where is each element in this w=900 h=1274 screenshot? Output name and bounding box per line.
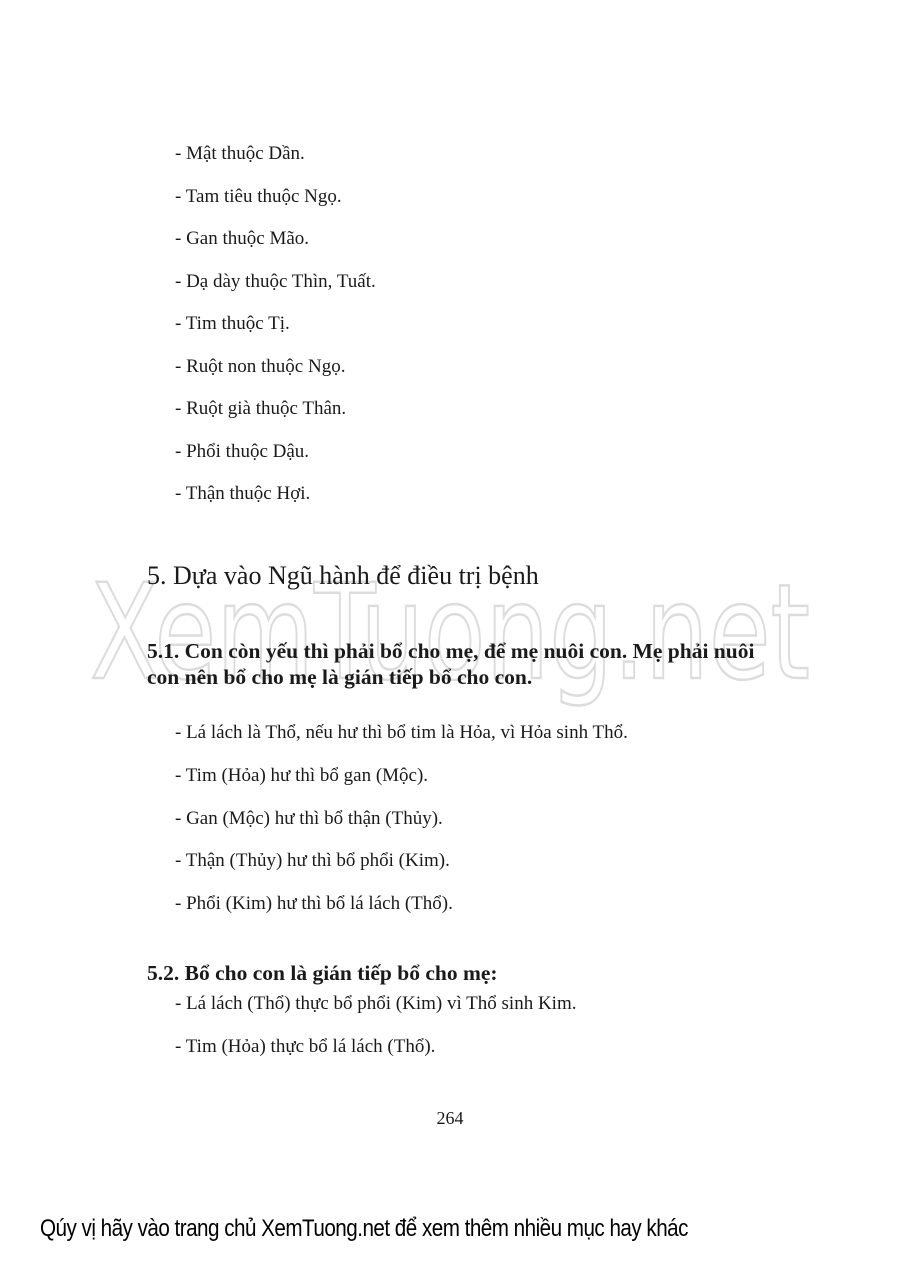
list-item: - Tim (Hỏa) thực bổ lá lách (Thổ).: [175, 1036, 436, 1057]
list-item: - Phổi thuộc Dậu.: [175, 441, 310, 462]
page-number: 264: [436, 1108, 464, 1128]
subsection-heading: 5.2. Bổ cho con là gián tiếp bổ cho mẹ:: [147, 961, 498, 985]
list-item: - Tim thuộc Tị.: [175, 313, 290, 334]
footer-site-link[interactable]: XemTuong.net: [261, 1215, 390, 1242]
list-item: - Lá lách (Thổ) thực bổ phổi (Kim) vì Thổ sinh Kim.: [175, 993, 577, 1014]
section-heading: 5. Dựa vào Ngũ hành để điều trị bệnh: [147, 561, 539, 590]
list-item: - Dạ dày thuộc Thìn, Tuất.: [175, 271, 376, 292]
subsection-heading: 5.1. Con còn yếu thì phải bổ cho mẹ, để mẹ nuôi con. Mẹ phải nuôi con nên bổ cho mẹ là gián tiếp bổ cho con.: [147, 639, 755, 689]
list-item: - Ruột non thuộc Ngọ.: [175, 356, 346, 377]
list-item: - Gan (Mộc) hư thì bổ thận (Thủy).: [175, 808, 443, 829]
list-item: - Ruột già thuộc Thân.: [175, 398, 347, 419]
watermark-text: XemTuong.net: [90, 556, 810, 710]
footer-text-after: để xem thêm nhiều mục hay khác: [389, 1215, 688, 1242]
list-item: - Thận (Thủy) hư thì bổ phổi (Kim).: [175, 850, 450, 871]
list-item: - Lá lách là Thổ, nếu hư thì bổ tim là Hỏa, vì Hỏa sinh Thổ.: [175, 722, 628, 743]
list-item: - Thận thuộc Hợi.: [175, 483, 311, 504]
list-item: - Tim (Hỏa) hư thì bổ gan (Mộc).: [175, 765, 429, 786]
footer-banner: [40, 1214, 688, 1244]
list-item: - Phổi (Kim) hư thì bổ lá lách (Thổ).: [175, 893, 453, 914]
list-item: - Mật thuộc Dần.: [175, 143, 305, 164]
footer-text-before: Qúy vị hãy vào trang chủ: [40, 1215, 262, 1242]
list-item: - Tam tiêu thuộc Ngọ.: [175, 186, 342, 207]
list-item: - Gan thuộc Mão.: [175, 228, 310, 249]
